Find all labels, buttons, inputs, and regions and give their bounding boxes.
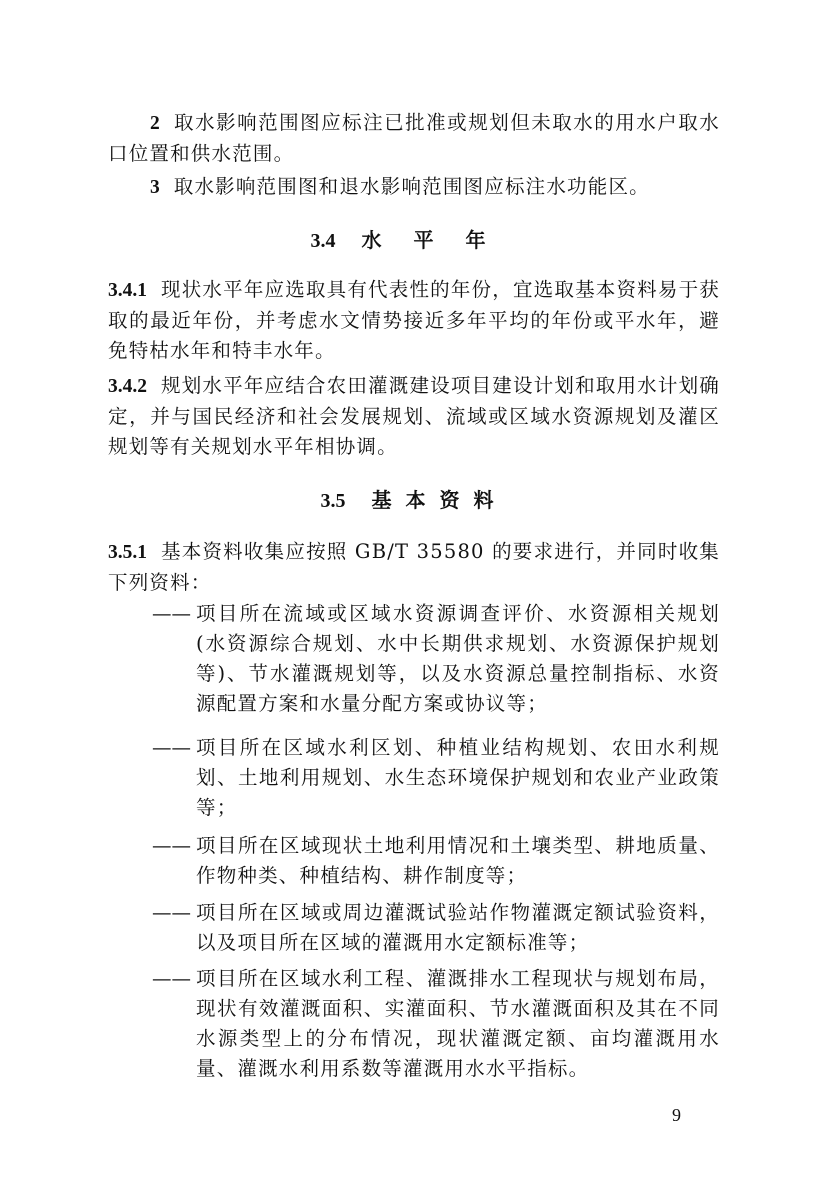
dash-marker: —— — [152, 602, 191, 625]
section-title: 基本资料 — [371, 488, 508, 512]
dash-item-text: 项目所在区域或周边灌溉试验站作物灌溉定额试验资料，以及项目所在区域的灌溉用水定额标准等； — [196, 901, 720, 954]
item-number: 3 — [150, 177, 160, 198]
clause-number: 3.4.1 — [108, 280, 147, 301]
clause-3-4-2 — [108, 371, 720, 462]
dash-marker: —— — [152, 967, 191, 990]
section-number: 3.5 — [320, 490, 346, 512]
dash-list-item — [152, 964, 720, 1084]
list-item-2 — [108, 108, 720, 169]
clause-number: 3.5.1 — [108, 542, 147, 563]
section-number: 3.4 — [310, 230, 336, 252]
clause-number: 3.4.2 — [108, 376, 147, 397]
clause-3-4-1 — [108, 275, 720, 366]
dash-item-text: 项目所在流域或区域水资源调查评价、水资源相关规划(水资源综合规划、水中长期供求规划、水资源保护规划等)、节水灌溉规划等，以及水资源总量控制指标、水资源配置方案和水量分配方案或协议等； — [196, 602, 720, 715]
dash-marker: —— — [152, 901, 191, 924]
dash-list-item — [152, 898, 720, 958]
page-number: 9 — [672, 1105, 681, 1125]
clause-text: 基本资料收集应按照 GB/T 35580 的要求进行，并同时收集下列资料： — [108, 540, 720, 594]
item-text: 取水影响范围图应标注已批准或规划但未取水的用水户取水口位置和供水范围。 — [108, 111, 720, 165]
item-number: 2 — [150, 113, 160, 134]
section-heading-3-4 — [108, 225, 720, 256]
item-text: 取水影响范围图和退水影响范围图应标注水功能区。 — [173, 175, 650, 198]
clause-text: 规划水平年应结合农田灌溉建设项目建设计划和取用水计划确定，并与国民经济和社会发展规划、流域或区域水资源规划及灌区规划等有关规划水平年相协调。 — [108, 374, 720, 458]
dash-list-item — [152, 599, 720, 719]
dash-marker: —— — [152, 736, 191, 759]
dash-list-item — [152, 733, 720, 823]
section-title: 水平年 — [361, 228, 518, 252]
dash-item-text: 项目所在区域水利工程、灌溉排水工程现状与规划布局，现状有效灌溉面积、实灌面积、节水灌溉面积及其在不同水源类型上的分布情况，现状灌溉定额、亩均灌溉用水量、灌溉水利用系数等灌溉用水水平指标。 — [196, 967, 720, 1080]
dash-marker: —— — [152, 834, 191, 857]
dash-item-text: 项目所在区域水利区划、种植业结构规划、农田水利规划、土地利用规划、水生态环境保护规划和农业产业政策等； — [196, 736, 720, 819]
clause-3-5-1 — [108, 537, 720, 598]
dash-list-item — [152, 831, 720, 891]
list-item-3 — [108, 172, 720, 203]
dash-item-text: 项目所在区域现状土地利用情况和土壤类型、耕地质量、作物种类、种植结构、耕作制度等； — [196, 834, 720, 887]
section-heading-3-5 — [108, 485, 720, 516]
clause-text: 现状水平年应选取具有代表性的年份，宜选取基本资料易于获取的最近年份，并考虑水文情势接近多年平均的年份或平水年，避免特枯水年和特丰水年。 — [108, 278, 720, 362]
